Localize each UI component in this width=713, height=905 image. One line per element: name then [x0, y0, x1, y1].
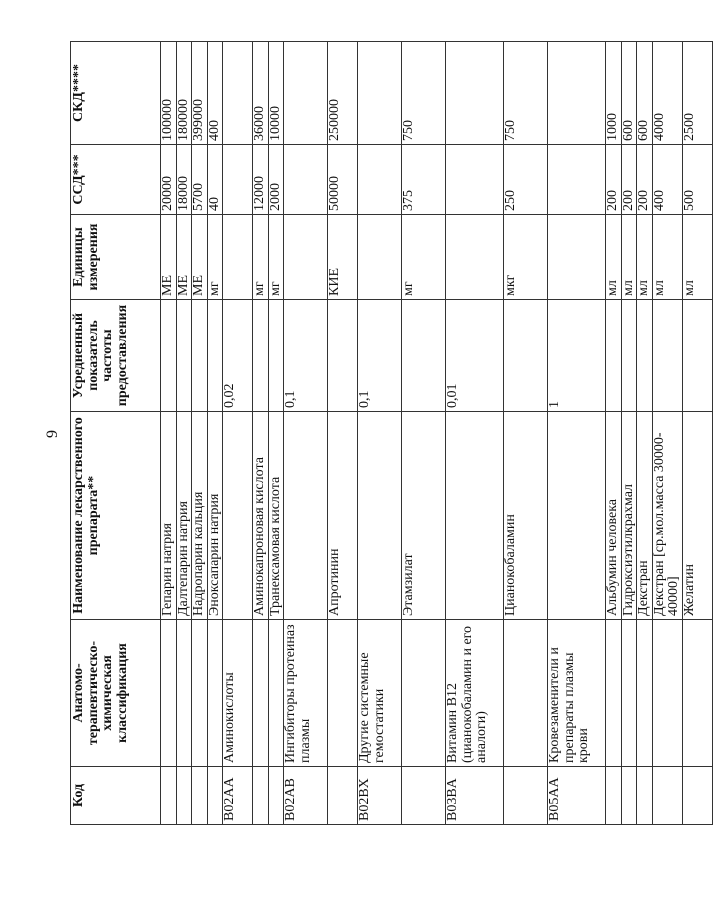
- cell-unit: мг: [402, 215, 446, 300]
- table-row: [446, 42, 504, 825]
- cell-unit: МЕ: [161, 215, 177, 300]
- header-atc: Анатомо-терапевтическо-химическая классификация: [71, 620, 161, 767]
- cell-unit: [446, 215, 504, 300]
- cell-unit: мг: [207, 215, 223, 300]
- table-row: [637, 42, 653, 825]
- cell-freq: [161, 300, 177, 412]
- cell-code: [504, 767, 548, 825]
- cell-ssd: 5700: [192, 145, 208, 215]
- table-body: [161, 42, 713, 825]
- table-row: [606, 42, 622, 825]
- cell-freq: [637, 300, 653, 412]
- table-row: [192, 42, 208, 825]
- cell-ssd: 2000: [268, 145, 284, 215]
- cell-code: B02AA: [223, 767, 253, 825]
- table-row: [268, 42, 284, 825]
- table-row: [682, 42, 712, 825]
- cell-skd: 180000: [176, 42, 192, 145]
- table-row: [504, 42, 548, 825]
- cell-code: [637, 767, 653, 825]
- header-code: Код: [71, 767, 161, 825]
- header-unit: Единицы измерения: [71, 215, 161, 300]
- cell-unit: мл: [652, 215, 682, 300]
- cell-skd: 400: [207, 42, 223, 145]
- cell-freq: [652, 300, 682, 412]
- table-row: [253, 42, 269, 825]
- cell-ssd: 250: [504, 145, 548, 215]
- cell-freq: [402, 300, 446, 412]
- cell-code: [176, 767, 192, 825]
- cell-ssd: 200: [637, 145, 653, 215]
- cell-code: [328, 767, 358, 825]
- cell-skd: [358, 42, 402, 145]
- cell-unit: мг: [268, 215, 284, 300]
- cell-freq: [268, 300, 284, 412]
- cell-skd: [548, 42, 606, 145]
- cell-unit: [548, 215, 606, 300]
- cell-freq: 0,02: [223, 300, 253, 412]
- cell-atc: Витамин B12 (цианокобаламин и его аналоги): [446, 620, 504, 767]
- header-freq: Усредненный показатель частоты предоставления: [71, 300, 161, 412]
- cell-code: [207, 767, 223, 825]
- cell-drug: Декстран: [637, 412, 653, 620]
- cell-freq: [682, 300, 712, 412]
- cell-drug: Апротинин: [328, 412, 358, 620]
- table-row: [402, 42, 446, 825]
- cell-skd: 250000: [328, 42, 358, 145]
- cell-atc: [207, 620, 223, 767]
- cell-atc: [161, 620, 177, 767]
- cell-code: [402, 767, 446, 825]
- table-row: [223, 42, 253, 825]
- cell-ssd: 400: [652, 145, 682, 215]
- cell-drug: Альбумин человека: [606, 412, 622, 620]
- header-drug: Наименование лекарственного препарата**: [71, 412, 161, 620]
- cell-unit: [223, 215, 253, 300]
- cell-freq: 1: [548, 300, 606, 412]
- cell-freq: 0,01: [446, 300, 504, 412]
- page-number: 9: [44, 430, 61, 438]
- cell-skd: 10000: [268, 42, 284, 145]
- cell-unit: МЕ: [192, 215, 208, 300]
- cell-ssd: [446, 145, 504, 215]
- cell-code: [621, 767, 637, 825]
- cell-freq: [328, 300, 358, 412]
- cell-unit: мг: [253, 215, 269, 300]
- cell-freq: [176, 300, 192, 412]
- cell-skd: 750: [402, 42, 446, 145]
- cell-atc: [682, 620, 712, 767]
- cell-freq: [207, 300, 223, 412]
- table-row: [621, 42, 637, 825]
- cell-ssd: 50000: [328, 145, 358, 215]
- cell-code: [652, 767, 682, 825]
- cell-freq: [606, 300, 622, 412]
- cell-code: B03BA: [446, 767, 504, 825]
- cell-atc: [268, 620, 284, 767]
- cell-drug: [446, 412, 504, 620]
- cell-unit: мл: [682, 215, 712, 300]
- cell-ssd: 40: [207, 145, 223, 215]
- cell-atc: [253, 620, 269, 767]
- cell-code: [161, 767, 177, 825]
- cell-ssd: 18000: [176, 145, 192, 215]
- cell-skd: 1000: [606, 42, 622, 145]
- cell-drug: Гидроксиэтилкрахмал: [621, 412, 637, 620]
- cell-atc: [637, 620, 653, 767]
- table-row: [176, 42, 192, 825]
- cell-unit: КИЕ: [328, 215, 358, 300]
- cell-code: [192, 767, 208, 825]
- cell-skd: 36000: [253, 42, 269, 145]
- table-row: [358, 42, 402, 825]
- cell-unit: мкг: [504, 215, 548, 300]
- cell-atc: [328, 620, 358, 767]
- cell-atc: [504, 620, 548, 767]
- cell-skd: 600: [637, 42, 653, 145]
- cell-atc: [652, 620, 682, 767]
- drug-table: [70, 41, 713, 825]
- cell-atc: [192, 620, 208, 767]
- cell-drug: Желатин: [682, 412, 712, 620]
- cell-unit: МЕ: [176, 215, 192, 300]
- cell-drug: [358, 412, 402, 620]
- cell-drug: Аминокапроновая кислота: [253, 412, 269, 620]
- cell-unit: мл: [637, 215, 653, 300]
- header-ssd: ССД***: [71, 145, 161, 215]
- cell-atc: Ингибиторы протеиназ плазмы: [284, 620, 328, 767]
- cell-drug: Надропарин кальция: [192, 412, 208, 620]
- cell-drug: Цианокобаламин: [504, 412, 548, 620]
- cell-ssd: 200: [606, 145, 622, 215]
- table-row: [207, 42, 223, 825]
- cell-drug: [223, 412, 253, 620]
- cell-freq: [504, 300, 548, 412]
- table-row: [652, 42, 682, 825]
- cell-skd: 4000: [652, 42, 682, 145]
- cell-unit: мл: [621, 215, 637, 300]
- cell-unit: [358, 215, 402, 300]
- cell-atc: [606, 620, 622, 767]
- table-row: [161, 42, 177, 825]
- cell-atc: [621, 620, 637, 767]
- header-skd: СКД****: [71, 42, 161, 145]
- cell-freq: 0,1: [358, 300, 402, 412]
- cell-atc: [402, 620, 446, 767]
- cell-ssd: 12000: [253, 145, 269, 215]
- cell-ssd: 500: [682, 145, 712, 215]
- cell-freq: 0,1: [284, 300, 328, 412]
- cell-atc: Другие системные гемостатики: [358, 620, 402, 767]
- cell-ssd: [548, 145, 606, 215]
- cell-drug: Эноксапарин натрия: [207, 412, 223, 620]
- cell-code: B02AB: [284, 767, 328, 825]
- cell-drug: Далтепарин натрия: [176, 412, 192, 620]
- cell-ssd: 200: [621, 145, 637, 215]
- cell-code: B05AA: [548, 767, 606, 825]
- cell-unit: [284, 215, 328, 300]
- cell-skd: [446, 42, 504, 145]
- cell-freq: [253, 300, 269, 412]
- cell-drug: Декстран [ср.мол.масса 30000-40000]: [652, 412, 682, 620]
- table-row: [328, 42, 358, 825]
- cell-skd: 2500: [682, 42, 712, 145]
- cell-code: [682, 767, 712, 825]
- cell-skd: [284, 42, 328, 145]
- cell-ssd: [284, 145, 328, 215]
- cell-freq: [621, 300, 637, 412]
- cell-code: B02BX: [358, 767, 402, 825]
- cell-ssd: 20000: [161, 145, 177, 215]
- cell-freq: [192, 300, 208, 412]
- cell-drug: [548, 412, 606, 620]
- cell-atc: Кровезаменители и препараты плазмы крови: [548, 620, 606, 767]
- cell-skd: 399000: [192, 42, 208, 145]
- cell-ssd: [358, 145, 402, 215]
- cell-code: [606, 767, 622, 825]
- cell-atc: [176, 620, 192, 767]
- cell-skd: 750: [504, 42, 548, 145]
- cell-code: [253, 767, 269, 825]
- cell-drug: Гепарин натрия: [161, 412, 177, 620]
- table-row: [284, 42, 328, 825]
- table-row: [548, 42, 606, 825]
- cell-skd: [223, 42, 253, 145]
- cell-drug: Этамзилат: [402, 412, 446, 620]
- cell-drug: [284, 412, 328, 620]
- cell-code: [268, 767, 284, 825]
- cell-atc: Аминокислоты: [223, 620, 253, 767]
- cell-ssd: [223, 145, 253, 215]
- cell-skd: 100000: [161, 42, 177, 145]
- cell-ssd: 375: [402, 145, 446, 215]
- header-row: [71, 42, 161, 825]
- cell-drug: Транексамовая кислота: [268, 412, 284, 620]
- cell-unit: мл: [606, 215, 622, 300]
- cell-skd: 600: [621, 42, 637, 145]
